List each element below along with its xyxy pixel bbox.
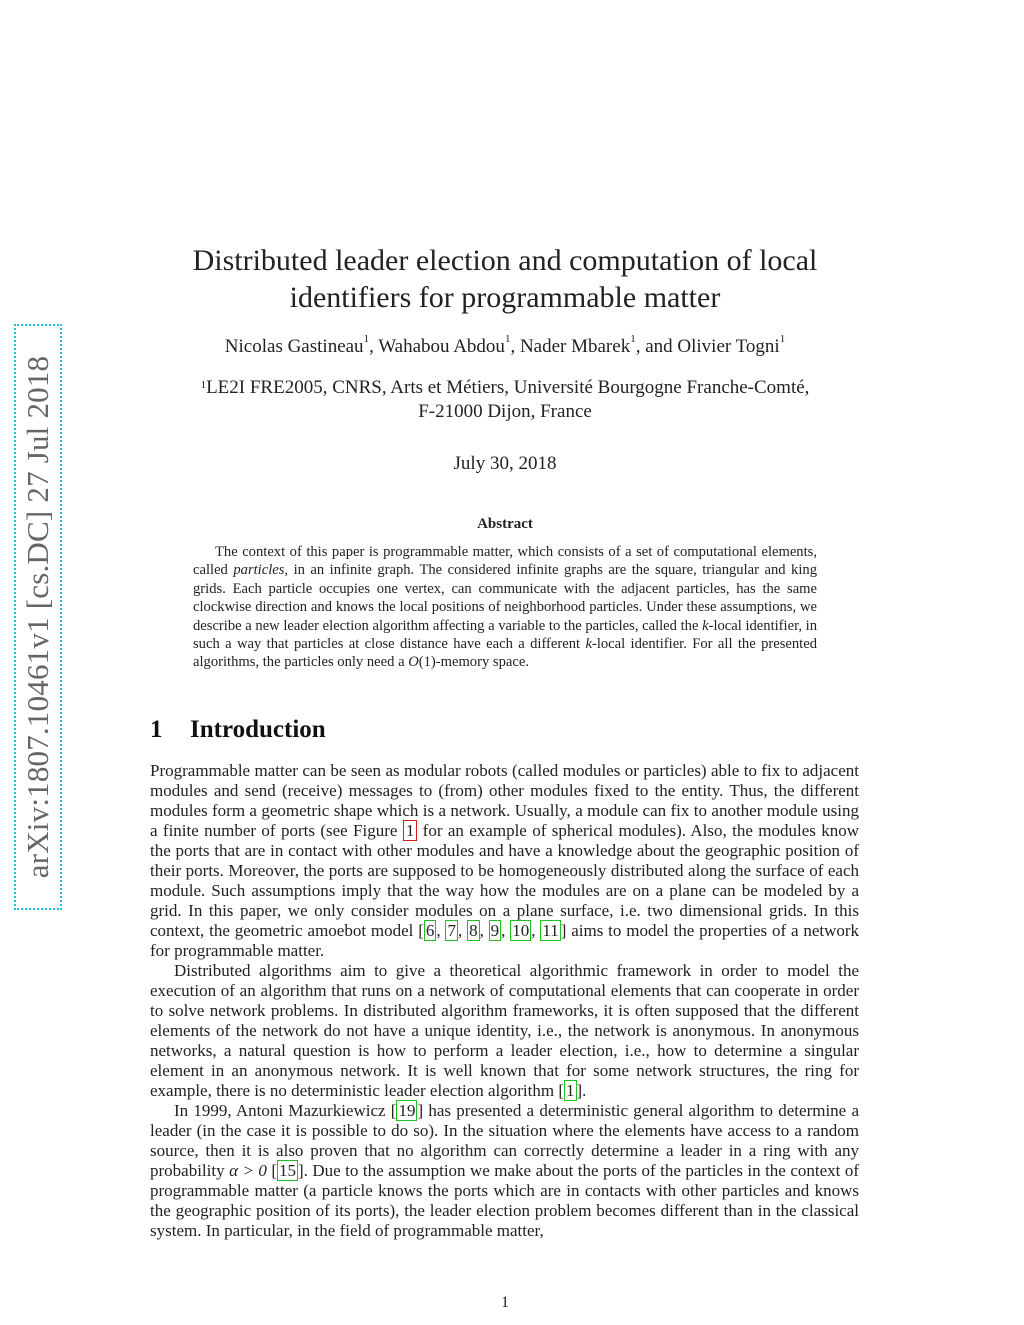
section-title: Introduction <box>190 716 326 743</box>
citation-link[interactable]: 10 <box>512 921 530 940</box>
citation-link[interactable]: 9 <box>490 921 500 940</box>
author-list: Nicolas Gastineau$^1$, Wahabou Abdou$^1$, Nader Mbarek$^1$, and Olivier Togni$^1$ <box>224 333 786 357</box>
paragraph: In 1999, Antoni Mazurkiewicz [ 19 ] has presented a deterministic general algorithm to determine a leader (in the case it is possible to do so). In the situation where the elements have access to a random source, then it is also proven that no algorithm can correctly determine a leader in a ring with any probability α > 0 [ 15 ]. Due to the assumption we make about the ports of the particles in the context of programmable matter (a particle knows the ports which are in contacts with other particles and knows the geographic position of its ports), the leader election problem becomes different than in the classical system. In particular, in the field of programmable matter, <box>150 1101 859 1240</box>
author-name: Olivier Togni <box>677 336 780 357</box>
author-name: Nader Mbarek <box>519 336 631 357</box>
citation-link[interactable]: 19 <box>398 1101 416 1120</box>
page-number: 1 <box>501 1294 509 1311</box>
abstract-heading: Abstract <box>477 516 533 532</box>
author-name: Nicolas Gastineau <box>224 336 364 357</box>
citation-link[interactable]: 1 <box>566 1081 575 1100</box>
author-name: Wahabou Abdou <box>378 336 505 357</box>
affiliation-line: LE2I FRE2005, CNRS, Arts et Métiers, Université Bourgogne Franche-Comté, <box>206 377 810 398</box>
arxiv-stamp <box>14 324 62 910</box>
section-number: 1 <box>150 716 163 743</box>
abstract-body: The context of this paper is programmable matter, which consists of a set of computational elements, called particles, in an infinite graph. The considered infinite graphs are the square, triangular and king grids. Each particle occupies one vertex, can communicate with the adjacent particles, has the same clockwise direction and knows the local positions of neighborhood particles. Under these assumptions, we describe a new leader election algorithm affecting a variable to the particles, called the k-local identifier, in such a way that particles at close distance have each a different k-local identifier. For all the presented algorithms, the particles only need a O(1)-memory space. <box>193 544 818 671</box>
citation-link[interactable]: 11 <box>542 921 559 940</box>
citation-link[interactable]: 15 <box>279 1161 297 1180</box>
paper-date: July 30, 2018 <box>453 453 557 474</box>
citation-link[interactable]: 6 <box>425 921 435 940</box>
paper-title: Distributed leader election and computation of local identifiers for programmable matter <box>192 244 818 314</box>
figure-link[interactable]: 1 <box>403 820 418 841</box>
arxiv-stamp-text: arXiv:1807.10461v1 [cs.DC] 27 Jul 2018 <box>20 355 55 879</box>
citation-link[interactable]: 7 <box>447 921 456 940</box>
affiliation: $^1$LE2I FRE2005, CNRS, Arts et Métiers, Université Bourgogne Franche-Comté, F-21000 Dijon, France <box>150 376 860 424</box>
affiliation-line: F-21000 Dijon, France <box>418 401 592 422</box>
paragraph: Distributed algorithms aim to give a theoretical algorithmic framework in order to model the execution of an algorithm that runs on a network of computational elements that can cooperate in order to solve network problems. In distributed algorithm frameworks, it is often supposed that the different elements of the network do not have a unique identity, i.e., the network is anonymous. In anonymous networks, a natural question is how to perform a leader election, i.e., how to determine a singular element in an anonymous network. It is well known that for some network structures, the ring for example, there is no deterministic leader election algorithm [ 1 ]. <box>150 961 859 1100</box>
section-heading <box>150 716 326 744</box>
introduction-body <box>150 761 859 1241</box>
citation-link[interactable]: 8 <box>469 921 478 940</box>
paragraph: Programmable matter can be seen as modular robots (called modules or particles) able to fix to adjacent modules and send (receive) messages to (from) other modules fixed to the entity. Thus, the different modules form a geometric shape which is a network. Usually, a module can fix to another module using a finite number of ports (see Figure 1 for an example of spherical modules). Also, the modules know the ports that are in contact with other modules and have a knowledge about the geographic position of their ports. Moreover, the ports are supposed to be homogeneously distributed along the surface of each module. Such assumptions imply that the way how the modules are on a plane can be modeled by a grid. In this paper, we only consider modules on a plane surface, i.e. two dimensional grids. In this context, the geometric amoebot model [ 6 , 7 , 8 , 9 , 10 , 11 ] aims to model the properties of a network for programmable matter. <box>150 761 860 960</box>
